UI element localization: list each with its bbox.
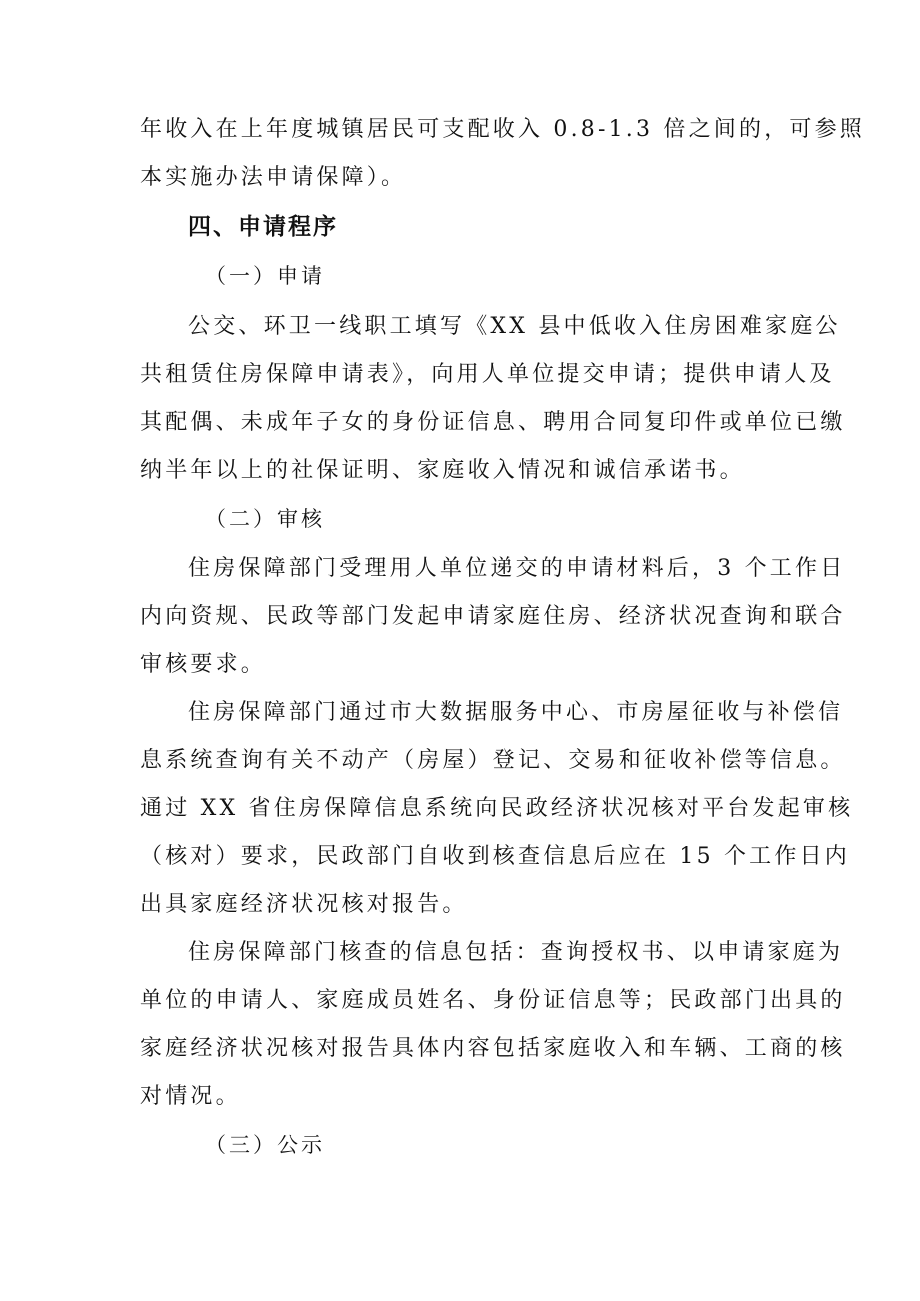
paragraph-line: 其配偶、未成年子女的身份证信息、聘用合同复印件或单位已缴	[140, 410, 846, 435]
paragraph-line: 审核要求。	[140, 652, 267, 677]
paragraph-line: 家庭经济状况核对报告具体内容包括家庭收入和车辆、工商的核	[140, 1036, 846, 1061]
paragraph-line: 本实施办法申请保障）。	[140, 165, 407, 190]
subsection-heading: （二）审核	[205, 507, 325, 531]
paragraph-line: 住房保障部门通过市大数据服务中心、市房屋征收与补偿信	[188, 700, 844, 725]
paragraph-line: 住房保障部门受理用人单位递交的申请材料后，3 个工作日	[188, 556, 846, 581]
paragraph-line: 内向资规、民政等部门发起申请家庭住房、经济状况查询和联合	[140, 604, 846, 629]
paragraph-line: 单位的申请人、家庭成员姓名、身份证信息等；民政部门出具的	[140, 988, 846, 1013]
paragraph-line: （核对）要求，民政部门自收到核查信息后应在 15 个工作日内	[140, 844, 850, 869]
paragraph-line: 通过 XX 省住房保障信息系统向民政经济状况核对平台发起审核	[140, 796, 854, 821]
paragraph-line: 纳半年以上的社保证明、家庭收入情况和诚信承诺书。	[140, 458, 745, 483]
paragraph-line: 息系统查询有关不动产（房屋）登记、交易和征收补偿等信息。	[140, 748, 846, 773]
section-heading: 四、申请程序	[188, 214, 338, 240]
subsection-heading: （一）申请	[205, 264, 325, 288]
paragraph-line: 对情况。	[140, 1084, 241, 1109]
paragraph-line: 住房保障部门核查的信息包括：查询授权书、以申请家庭为	[188, 940, 844, 965]
paragraph-line: 出具家庭经济状况核对报告。	[140, 892, 468, 917]
paragraph-line: 年收入在上年度城镇居民可支配收入 0.8-1.3 倍之间的，可参照	[140, 117, 865, 142]
subsection-heading: （三）公示	[205, 1133, 325, 1157]
paragraph-line: 公交、环卫一线职工填写《XX 县中低收入住房困难家庭公	[188, 314, 841, 339]
paragraph-line: 共租赁住房保障申请表》，向用人单位提交申请；提供申请人及	[140, 362, 835, 387]
